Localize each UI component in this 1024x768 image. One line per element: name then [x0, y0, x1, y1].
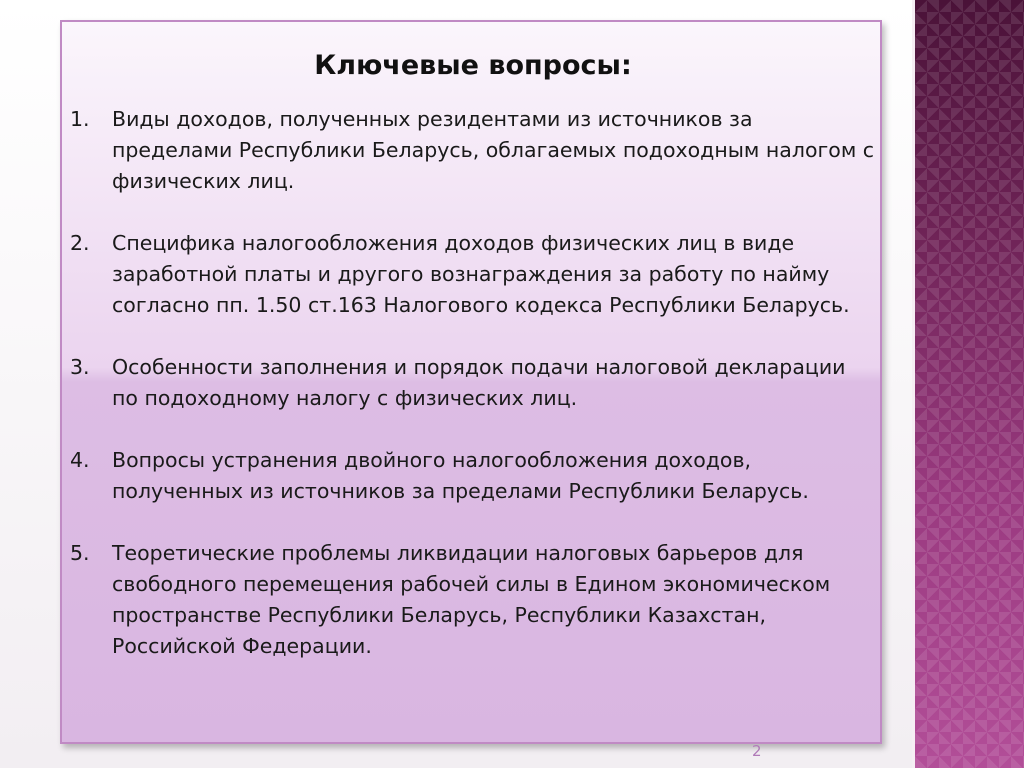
list-item-number: 4.	[70, 448, 90, 472]
diamond-pattern	[915, 0, 1024, 768]
list-item-text: Вопросы устранения двойного налогообложения доходов, полученных из источников за пределами Республики Беларусь.	[112, 448, 809, 503]
decorative-side-panel	[912, 0, 1024, 768]
list-item	[70, 538, 876, 662]
list-item-number: 1.	[70, 107, 90, 131]
list-item-number: 2.	[70, 231, 90, 255]
list-item	[70, 104, 876, 197]
list-item-text: Специфика налогообложения доходов физических лиц в виде заработной платы и другого вознаграждения за работу по найму согласно пп. 1.50 ст.163 Налогового кодекса Республики Беларусь.	[112, 231, 850, 317]
list-item-number: 5.	[70, 541, 90, 565]
list-item	[70, 352, 876, 414]
list-item-text: Виды доходов, полученных резидентами из источников за пределами Республики Беларусь, облагаемых подоходным налогом с физических лиц.	[112, 107, 875, 193]
key-questions-list	[70, 104, 876, 693]
list-item	[70, 228, 876, 321]
list-item	[70, 445, 876, 507]
list-item-text: Теоретические проблемы ликвидации налоговых барьеров для свободного перемещения рабочей силы в Едином экономическом пространстве Республики Беларусь, Республики Казахстан, Российской Федерации.	[112, 541, 831, 658]
page-number: 2	[752, 742, 762, 760]
content-box	[60, 20, 882, 744]
list-item-number: 3.	[70, 355, 90, 379]
slide-title: Ключевые вопросы:	[314, 50, 632, 81]
list-item-text: Особенности заполнения и порядок подачи налоговой декларации по подоходному налогу с физических лиц.	[112, 355, 846, 410]
